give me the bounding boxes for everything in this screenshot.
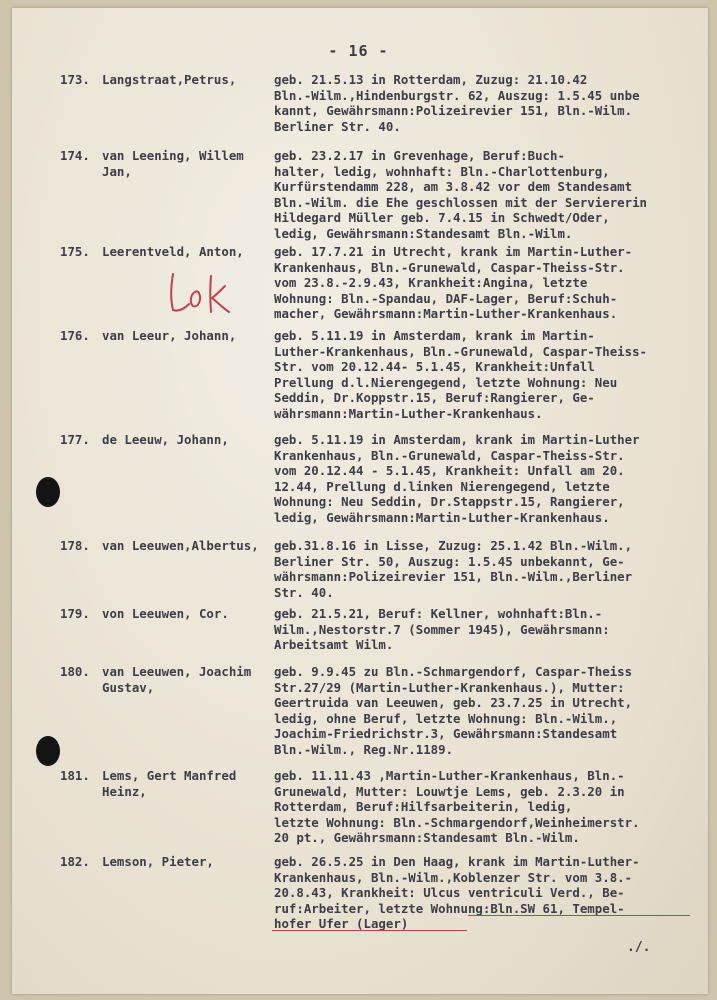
entry-text: geb. 5.11.19 in Amsterdam, krank im Martin-Luther Krankenhaus, Bln.-Grunewald, Caspar-Theiss-Str. vom 20.12.44 - 5.1.45, Krankheit: Unfall am 20. 12.44, Prellung d.linken Nierengegend, letzte Wohnung: Neu Seddin, Dr.Stappstr.15, Rangierer, ledig, Gewährsmann:Martin-Luther-Krankenhaus. [274,432,640,525]
entry-name: Lemson, Pieter, [102,854,214,869]
entry-name: van Leeuwen, Joachim Gustav, [102,664,252,695]
entry-number: 175. [60,244,90,259]
entry-number: 177. [60,432,90,447]
punch-hole [36,477,60,507]
entry-text: geb. 21.5.13 in Rotterdam, Zuzug: 21.10.42 Bln.-Wilm.,Hindenburgstr. 62, Auszug: 1.5.45 unbe kannt, Gewährsmann:Polizeirevier 151, Bln.-Wilm. Berliner Str. 40. [274,72,640,134]
entry-text: geb. 23.2.17 in Grevenhage, Beruf:Buch- halter, ledig, wohnhaft: Bln.-Charlottenburg, Kurfürstendamm 228, am 3.8.42 vor dem Standesamt Bln.-Wilm. die Ehe geschlossen mit der Serviererin Hildegard Müller geb. 7.4.15 in Schwedt/Oder, ledig, Gewährsmann:Standesamt Bln.-Wilm. [274,148,647,241]
entry-text: geb. 17.7.21 in Utrecht, krank im Martin-Luther- Krankenhaus, Bln.-Grunewald, Caspar-Theiss-Str. vom 23.8.-2.9.43, Krankheit:Angina, letzte Wohnung: Bln.-Spandau, DAF-Lager, Beruf:Schuh- macher, Gewährsmann:Martin-Luther-Krankenhaus. [274,244,633,321]
entry-name: van Leeur, Johann, [102,328,237,343]
entry-name: de Leeuw, Johann, [102,432,229,447]
handwritten-mark [165,268,235,318]
entry-text: geb. 5.11.19 in Amsterdam, krank im Martin- Luther-Krankenhaus, Bln.-Grunewald, Caspar-Theiss- Str. vom 20.12.44- 5.1.45, Krankheit:Unfall Prellung d.l.Nierengegend, letzte Wohnung: Neu Seddin, Dr.Koppstr.15, Beruf:Rangierer, Ge- währsmann:Martin-Luther-Krankenhaus. [274,328,647,421]
entry-name: van Leening, Willem Jan, [102,148,244,179]
entry-number: 176. [60,328,90,343]
entry-text: geb. 26.5.25 in Den Haag, krank im Martin-Luther- Krankenhaus, Bln.-Wilm.,Koblenzer Str. vom 3.8.- 20.8.43, Krankheit: Ulcus ventriculi Verd., Be- ruf:Arbeiter, letzte Wohnung:Bln.SW 61, Tempel- hofer Ufer (Lager) [274,854,640,931]
red-underline [272,930,467,931]
entry-name: Langstraat,Petrus, [102,72,237,87]
page-number: - 16 - [328,42,389,60]
entry-number: 181. [60,768,90,783]
entry-number: 178. [60,538,90,553]
entry-text: geb. 9.9.45 zu Bln.-Schmargendorf, Caspar-Theiss Str.27/29 (Martin-Luther-Krankenhaus.), Mutter: Geertruida van Leeuwen, geb. 23.7.25 in Utrecht, ledig, ohne Beruf, letzte Wohnung: Bln.-Wilm., Joachim-Friedrichstr.3, Gewährsmann:Standesamt Bln.-Wilm., Reg.Nr.1189. [274,664,633,757]
entry-number: 179. [60,606,90,621]
entry-name: van Leeuwen,Albertus, [102,538,259,553]
entry-number: 173. [60,72,90,87]
entry-number: 182. [60,854,90,869]
entry-text: geb.31.8.16 in Lisse, Zuzug: 25.1.42 Bln.-Wilm., Berliner Str. 50, Auszug: 1.5.45 unbekannt, Ge- währsmann:Polizeirevier 151, Bln.-Wilm.,Berliner Str. 40. [274,538,633,600]
red-underline [468,915,690,916]
punch-hole [36,736,60,766]
entry-text: geb. 21.5.21, Beruf: Kellner, wohnhaft:Bln.- Wilm.,Nestorstr.7 (Sommer 1945), Gewährsmann: Arbeitsamt Wilm. [274,606,610,652]
entry-text: geb. 11.11.43 ,Martin-Luther-Krankenhaus, Bln.- Grunewald, Mutter: Louwtje Lems, geb. 2.3.20 in Rotterdam, Beruf:Hilfsarbeiterin, ledig, letzte Wohnung: Bln.-Schmargendorf,Weinheimerstr. 20 pt., Gewährsmann:Standesamt Bln.-Wilm. [274,768,640,845]
entry-number: 174. [60,148,90,163]
entry-name: Leerentveld, Anton, [102,244,244,259]
entry-name: von Leeuwen, Cor. [102,606,229,621]
entry-number: 180. [60,664,90,679]
entry-name: Lems, Gert Manfred Heinz, [102,768,237,799]
continuation-mark: ./. [627,940,651,955]
